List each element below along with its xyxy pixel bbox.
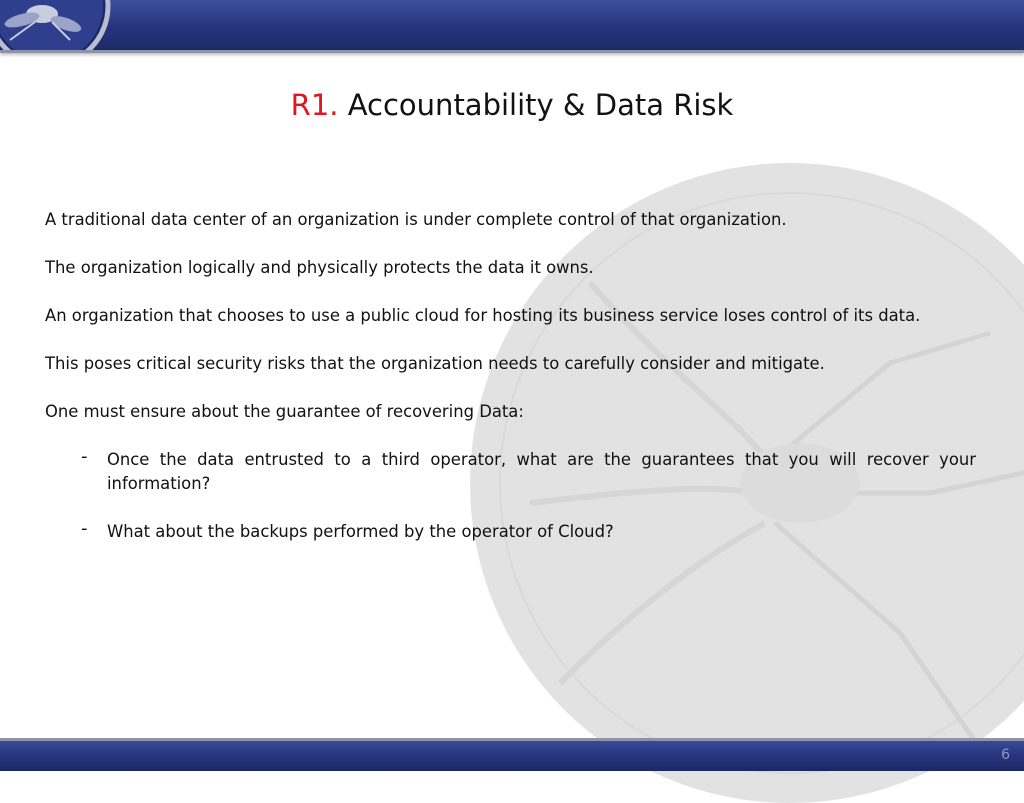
paragraph: A traditional data center of an organization is under complete control of that organization. (45, 210, 787, 229)
paragraph: One must ensure about the guarantee of recovering Data: (45, 402, 524, 421)
list-item (45, 520, 976, 544)
bullet-text: What about the backups performed by the operator of Cloud? (107, 522, 614, 541)
paragraph: This poses critical security risks that the organization needs to carefully consider and mitigate. (45, 354, 825, 373)
page-number: 6 (1001, 747, 1010, 763)
paragraph: The organization logically and physically protects the data it owns. (45, 258, 594, 277)
bullet-list (45, 448, 976, 544)
wasp-logo-icon (0, 0, 112, 50)
slide-title (0, 88, 1024, 122)
slide-title-prefix: R1. (290, 88, 339, 122)
header-bar (0, 0, 1024, 53)
bullet-dash: - (81, 518, 88, 539)
bullet-dash: - (81, 446, 88, 467)
list-item (45, 448, 976, 496)
slide-body (45, 208, 976, 568)
paragraph: An organization that chooses to use a public cloud for hosting its business service loses control of its data. (45, 306, 921, 325)
bullet-text: Once the data entrusted to a third operator, what are the guarantees that you will recover your information? (107, 450, 976, 493)
footer-bar (0, 738, 1024, 771)
slide-title-text: Accountability & Data Risk (347, 88, 734, 122)
